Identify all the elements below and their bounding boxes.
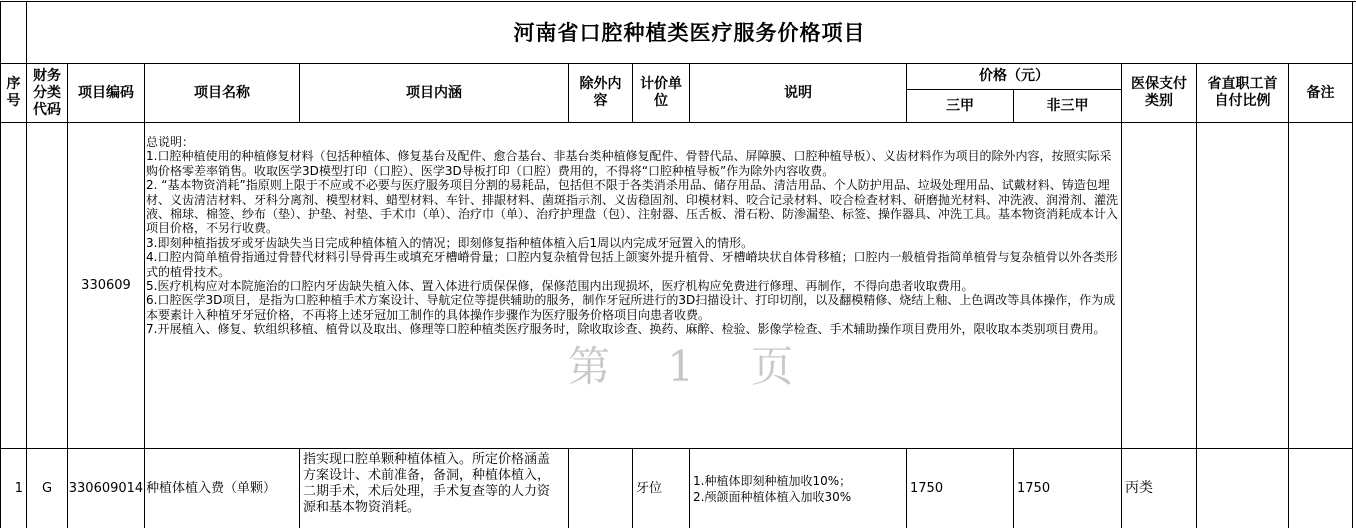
grid-line xyxy=(568,448,569,528)
grid-line xyxy=(0,122,1353,123)
grid-line xyxy=(906,63,907,123)
group-code: 330609 xyxy=(81,278,131,293)
note-line: 总说明： xyxy=(146,135,195,149)
grid-line xyxy=(1196,63,1197,528)
header-price-tier-b: 非三甲 xyxy=(1046,97,1089,114)
grid-line xyxy=(67,63,68,528)
header-price-tier-a: 三甲 xyxy=(946,97,974,114)
grid-line xyxy=(0,1,1,528)
grid-line xyxy=(1352,1,1353,528)
grid-line xyxy=(1013,89,1014,123)
page-watermark: 第 1 页 xyxy=(568,342,816,391)
grid-line xyxy=(906,448,907,528)
grid-line xyxy=(0,448,1353,449)
header-remarks: 备注 xyxy=(1306,84,1335,101)
grid-line xyxy=(1288,63,1289,528)
grid-line xyxy=(568,63,569,123)
header-seq: 序号 xyxy=(6,76,21,109)
header-item-code: 项目编码 xyxy=(78,84,134,101)
note-line: 2. “基本物资消耗”指原则上限于不应或不必要与医疗服务项目分割的易耗品，包括但不限于各类消杀用品、储存用品、清洁用品、个人防护用品、垃圾处理用品、试戴材料、铸造包埋材、义齿清洁材料、牙科分离剂、模型材料、蜡型材料、车针、排龈材料、菌斑指示剂、义齿稳固剂、印模材料、咬合记录材料、咬合检查材料、研磨抛光材料、冲洗液、润滑剂、灌洗液、棉球、棉签、纱布（垫）、护垫、衬垫、手术巾（单）、治疗巾（单）、治疗护理盘（包）、注射器、压舌板、滑石粉、防渗漏垫、标签、操作器具、冲洗工具。基本物资消耗成本计入项目价格，不另行收费。 xyxy=(146,178,1119,236)
header-connotation: 项目内涵 xyxy=(406,84,462,101)
row-explanation xyxy=(690,449,906,528)
header-item-name: 项目名称 xyxy=(194,84,250,101)
header-excluded: 除外内容 xyxy=(579,76,622,109)
grid-line xyxy=(26,1,27,528)
row-unit: 牙位 xyxy=(636,481,663,496)
grid-line xyxy=(0,1,1356,2)
row-fin-code: G xyxy=(41,481,53,496)
grid-line xyxy=(689,63,690,123)
header-fin-code: 财务分类代码 xyxy=(33,67,61,118)
explanation-line: 1.种植体即刻种植加收10%； xyxy=(693,473,852,488)
grid-line xyxy=(299,63,300,123)
grid-line xyxy=(0,63,1353,64)
row-excluded xyxy=(569,449,632,528)
note-line: 6.口腔医学3D项目，是指为口腔种植手术方案设计、导航定位等提供辅助的服务，制作牙冠所进行的3D扫描设计、打印切削，以及翻模精修、烧结上釉、上色调改等具体操作，作为成本要素计入种植牙牙冠价格，不再将上述牙冠加工制作的具体操作步骤作为医疗服务价格项目向患者收费。 xyxy=(146,293,1116,322)
header-insurance: 医保支付类别 xyxy=(1131,76,1187,109)
page-title: 河南省口腔种植类医疗服务价格项目 xyxy=(513,20,866,45)
grid-line xyxy=(632,448,633,528)
explanation-line: 2.颅颌面种植体植入加收30% xyxy=(693,489,852,504)
note-line: 7.开展植入、修复、软组织移植、植骨以及取出、修理等口腔种植类医疗服务时，除收取诊查、换药、麻醉、检验、影像学检查、手术辅助操作项目费用外，限收取本类别项目费用。 xyxy=(146,322,1106,337)
note-line: 3.即刻种植指拔牙或牙齿缺失当日完成种植体植入的情况；即刻修复指种植体植入后1周以内完成牙冠置入的情形。 xyxy=(146,235,754,250)
header-explanation: 说明 xyxy=(784,84,812,101)
row-item-name: 种植体植入费（单颗） xyxy=(146,481,277,496)
header-unit: 计价单位 xyxy=(640,76,682,109)
row-item-code: 330609014 xyxy=(68,481,144,496)
grid-line xyxy=(1121,63,1122,528)
note-line: 5.医疗机构应对本院施治的口腔内牙齿缺失植入体、置入体进行质保保修，保修范围内出现损坏，医疗机构应免费进行修理、再制作，不得向患者收取费用。 xyxy=(146,279,974,294)
row-insurance: 丙类 xyxy=(1125,480,1153,496)
row-remarks xyxy=(1289,449,1352,528)
row-self-pay xyxy=(1197,449,1288,528)
row-price-tier-b: 1750 xyxy=(1017,481,1051,496)
grid-line xyxy=(632,63,633,123)
grid-line xyxy=(144,63,145,528)
row-seq: 1 xyxy=(14,481,23,496)
note-line: 4.口腔内简单植骨指通过骨替代材料引导骨再生或填充牙槽嵴骨量；口腔内复杂植骨包括上颌窦外提升植骨、牙槽嵴块状自体骨移植；口腔内一般植骨指简单植骨与复杂植骨以外各类形式的植骨技术。 xyxy=(146,250,1118,279)
grid-line xyxy=(907,89,1122,90)
grid-line xyxy=(1013,448,1014,528)
header-price: 价格（元） xyxy=(979,68,1049,84)
header-self-pay: 省直职工首自付比例 xyxy=(1207,76,1278,109)
grid-line xyxy=(689,448,690,528)
row-connotation: 指实现口腔单颗种植体植入。所定价格涵盖方案设计、术前准备，备洞，种植体植入，二期手术，术后处理，手术复查等的人力资源和基本物资消耗。 xyxy=(303,452,551,515)
row-price-tier-a: 1750 xyxy=(910,481,944,496)
grid-line xyxy=(299,448,300,528)
general-notes xyxy=(146,135,1118,447)
note-line: 1.口腔种植使用的种植修复材料（包括种植体、修复基台及配件、愈合基台、非基台类种植修复配件、骨替代品、屏障膜、口腔种植导板）、义齿材料作为项目的除外内容，按照实际采购价格零差率销售。收取医学3D模型打印（口腔）、医学3D导板打印（口腔）费用的，不得将“口腔种植导板”作为除外内容收费。 xyxy=(146,149,1112,178)
